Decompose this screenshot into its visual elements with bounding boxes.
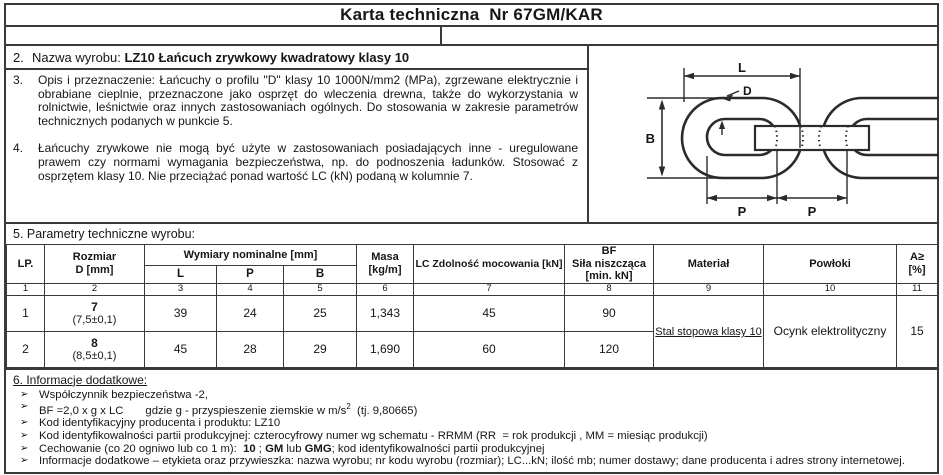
row1-bf: 90 bbox=[565, 295, 654, 331]
note-text: Współczynnik bezpieczeństwa -2, bbox=[39, 388, 208, 401]
col-header-rozmiar bbox=[45, 245, 145, 284]
a-line2: [%] bbox=[908, 263, 926, 276]
col-header-a bbox=[897, 245, 938, 284]
row1-size-tolerance: (7,5±0,1) bbox=[72, 313, 117, 326]
additional-info-section bbox=[4, 368, 939, 474]
colnum-1: 1 bbox=[7, 283, 45, 295]
note-text: Kod identyfikowalności partii produkcyjnej: czterocyfrowy numer wg schematu - RRMM (RR = rok produkcji , MM = miesiąc produkcji) bbox=[39, 430, 708, 443]
arrow-bullet-icon: ➢ bbox=[20, 401, 29, 413]
row1-size bbox=[45, 295, 145, 331]
empty-cell-right bbox=[442, 27, 937, 44]
dim-label-D: D bbox=[743, 84, 752, 98]
colnum-10: 10 bbox=[764, 283, 897, 295]
coating-cell: Ocynk elektrolityczny bbox=[764, 295, 897, 367]
dim-label-P1: P bbox=[737, 204, 747, 219]
colnum-2: 2 bbox=[45, 283, 145, 295]
note-item bbox=[13, 417, 929, 430]
row1-size-nominal: 7 bbox=[91, 299, 98, 314]
dim-label-P2: P bbox=[807, 204, 817, 219]
rozmiar-line1: Rozmiar bbox=[72, 251, 117, 264]
col-header-lp: LP. bbox=[7, 245, 45, 284]
note-text: Cechowanie (co 20 ogniwo lub co 1 m): 10 ; GM lub GMG; kod identyfikowalności partii produkcyjnej bbox=[39, 442, 545, 455]
note-item bbox=[13, 455, 929, 468]
empty-cell-left bbox=[6, 27, 442, 44]
row1-lp: 1 bbox=[7, 295, 45, 331]
row1-l: 39 bbox=[145, 295, 217, 331]
dim-label-L: L bbox=[738, 60, 746, 75]
row1-b: 25 bbox=[284, 295, 357, 331]
note-item bbox=[13, 401, 929, 417]
a-line1: A≥ bbox=[910, 251, 924, 264]
row2-size-nominal: 8 bbox=[91, 335, 98, 350]
row1-p: 24 bbox=[217, 295, 284, 331]
colnum-7: 7 bbox=[414, 283, 565, 295]
row1-lc: 45 bbox=[414, 295, 565, 331]
bf-line1: BF bbox=[601, 245, 617, 257]
colnum-11: 11 bbox=[897, 283, 938, 295]
material-value: Stal stopowa klasy 10 bbox=[655, 326, 762, 338]
row2-masa: 1,690 bbox=[357, 331, 414, 367]
bf-line3: [min. kN] bbox=[585, 270, 633, 282]
col-header-wymiary: Wymiary nominalne [mm] bbox=[145, 245, 357, 266]
additional-info-heading: 6. Informacje dodatkowe: bbox=[13, 372, 148, 387]
bf-line2: Siła niszcząca bbox=[572, 257, 646, 270]
col-header-bf bbox=[565, 245, 654, 284]
arrow-bullet-icon: ➢ bbox=[20, 388, 29, 400]
row2-l: 45 bbox=[145, 331, 217, 367]
parameters-section bbox=[4, 222, 939, 370]
row2-p: 28 bbox=[217, 331, 284, 367]
parameters-table bbox=[6, 244, 938, 368]
col-header-l: L bbox=[145, 266, 217, 283]
description-area bbox=[6, 70, 587, 222]
colnum-8: 8 bbox=[565, 283, 654, 295]
arrow-bullet-icon: ➢ bbox=[20, 417, 29, 429]
section-4-number: 4. bbox=[13, 141, 24, 156]
product-name-label: Nazwa wyrobu: bbox=[32, 49, 125, 65]
row2-bf: 120 bbox=[565, 331, 654, 367]
empty-header-row bbox=[4, 25, 939, 46]
row2-lp: 2 bbox=[7, 331, 45, 367]
row2-size-tolerance: (8,5±0,1) bbox=[72, 349, 117, 362]
text-column bbox=[6, 46, 589, 222]
arrow-bullet-icon: ➢ bbox=[20, 455, 29, 467]
chain-dimension-drawing bbox=[589, 46, 939, 222]
elongation-cell: 15 bbox=[897, 295, 938, 367]
col-header-b: B bbox=[284, 266, 357, 283]
col-header-masa bbox=[357, 245, 414, 284]
product-name-row bbox=[6, 46, 587, 70]
col-header-p: P bbox=[217, 266, 284, 283]
arrow-bullet-icon: ➢ bbox=[20, 442, 29, 454]
section-4-paragraph bbox=[13, 142, 578, 183]
section-3-paragraph bbox=[13, 74, 578, 128]
masa-line2: [kg/m] bbox=[368, 263, 402, 276]
note-item bbox=[13, 389, 929, 402]
row1-masa: 1,343 bbox=[357, 295, 414, 331]
masa-line1: Masa bbox=[371, 251, 399, 264]
row2-b: 29 bbox=[284, 331, 357, 367]
row2-lc: 60 bbox=[414, 331, 565, 367]
main-block bbox=[4, 44, 939, 224]
parameters-heading: 5. Parametry techniczne wyrobu: bbox=[13, 227, 196, 241]
chain-drawing-cell bbox=[589, 46, 937, 222]
material-cell bbox=[654, 295, 764, 367]
colnum-9: 9 bbox=[654, 283, 764, 295]
note-item bbox=[13, 430, 929, 443]
section-3-text: Opis i przeznaczenie: Łańcuchy o profilu "D" klasy 10 1000N/mm2 (MPa), zgrzewane elektrycznie i obrabiane cieplnie, przeznaczone jako osprzęt do wleczenia drewna, także do wykorzystania w rolnictwie, leśnictwie oraz innych zastosowaniach ogólnych. Do stosowania w zakresie parametrów technicznych podanych w punkcie 5. bbox=[38, 73, 578, 128]
col-header-lc: LC Zdolność mocowania [kN] bbox=[414, 245, 565, 284]
note-text: Informacje dodatkowe – etykieta oraz przywieszka: nazwa wyrobu; nr kodu wyrobu (rozmiar); LC...kN; ilość mb; numer dostawy; dane producenta i adres strony internetowej. bbox=[39, 455, 905, 468]
title-bar bbox=[4, 3, 939, 27]
column-number-row bbox=[7, 283, 938, 295]
rozmiar-line2: D [mm] bbox=[75, 263, 114, 276]
col-header-material: Materiał bbox=[654, 245, 764, 284]
page-title: Karta techniczna Nr 67GM/KAR bbox=[340, 5, 603, 24]
colnum-3: 3 bbox=[145, 283, 217, 295]
colnum-4: 4 bbox=[217, 283, 284, 295]
colnum-6: 6 bbox=[357, 283, 414, 295]
table-row bbox=[7, 295, 938, 331]
row2-size bbox=[45, 331, 145, 367]
note-text: BF =2,0 x g x LC gdzie g - przyspieszenie ziemskie w $m/s^2$ (tj. 9,80665) bbox=[39, 402, 418, 417]
section-4-text: Łańcuchy zrywkowe nie mogą być użyte w zastosowaniach posiadających inne - uregulowane prawem czy normami wymagania bezpieczeństwa, np. do podnoszenia ładunków. Stosować z osprzętem klasy 10. Nie przeciążać ponad wartość LC (kN) podaną w kolumnie 7. bbox=[38, 141, 578, 183]
colnum-5: 5 bbox=[284, 283, 357, 295]
notes-list bbox=[13, 389, 929, 468]
col-header-powloki: Powłoki bbox=[764, 245, 897, 284]
note-text: Kod identyfikacyjny producenta i produktu: LZ10 bbox=[39, 417, 281, 430]
note-item bbox=[13, 443, 929, 456]
section-2-number: 2. bbox=[13, 49, 24, 65]
product-name-value: LZ10 Łańcuch zrywkowy kwadratowy klasy 10 bbox=[124, 49, 410, 65]
sheet bbox=[4, 3, 939, 474]
arrow-bullet-icon: ➢ bbox=[20, 430, 29, 442]
section-3-number: 3. bbox=[13, 73, 24, 87]
dim-label-B: B bbox=[645, 131, 655, 146]
